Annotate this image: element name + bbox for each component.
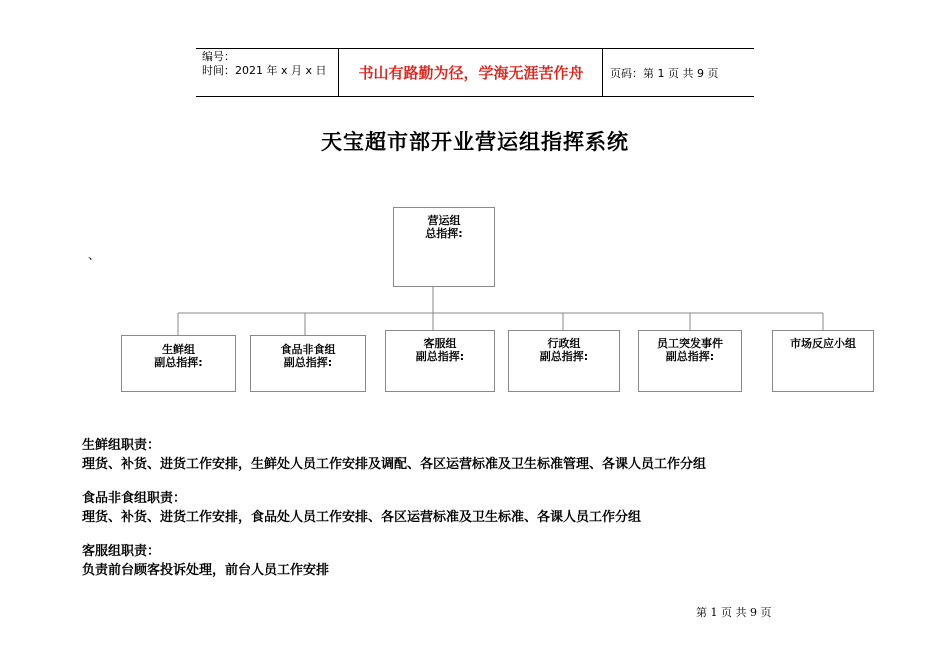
section-fresh	[82, 436, 706, 474]
org-box-child-2-line1: 食品非食组	[280, 343, 336, 356]
section-heading: 客服组职责：	[82, 544, 161, 559]
page-title: 天宝超市部开业营运组指挥系统	[321, 130, 629, 154]
section-heading: 食品非食组职责：	[82, 491, 187, 506]
org-box-child-2-line2: 副总指挥:	[283, 356, 333, 369]
section-heading: 生鲜组职责：	[82, 438, 161, 453]
org-box-child-5	[638, 330, 742, 392]
org-box-child-4-line2: 副总指挥:	[539, 350, 589, 363]
section-food	[82, 489, 641, 527]
org-box-child-1-line1: 生鲜组	[162, 343, 195, 356]
org-box-child-4	[508, 330, 620, 392]
org-box-child-1-line2: 副总指挥:	[154, 356, 203, 369]
org-box-root-line1: 营运组	[427, 214, 461, 227]
org-box-child-4-line1: 行政组	[547, 337, 581, 350]
header-page-info: 页码：第 1 页 共 9 页	[610, 67, 719, 80]
tick-mark: 、	[88, 248, 101, 262]
org-box-root	[393, 207, 495, 287]
org-box-child-6-line1: 市场反应小组	[790, 337, 856, 350]
org-box-root-line2: 总指挥:	[425, 227, 463, 240]
org-box-child-5-line1: 员工突发事件	[657, 337, 723, 350]
org-box-child-3	[385, 330, 495, 392]
section-body: 理货、补货、进货工作安排，生鲜处人员工作安排及调配、各区运营标准及卫生标准管理、各课人员工作分组	[82, 457, 707, 472]
org-box-child-3-line1: 客服组	[423, 337, 457, 350]
org-box-child-6	[772, 330, 874, 392]
org-box-child-5-line2: 副总指挥:	[665, 350, 715, 363]
section-body: 负责前台顾客投诉处理，前台人员工作安排	[82, 563, 330, 578]
number-label: 编号：	[202, 50, 235, 63]
section-service	[82, 542, 329, 580]
page-footer: 第 1 页 共 9 页	[696, 606, 772, 619]
section-body: 理货、补货、进货工作安排，食品处人员工作安排、各区运营标准及卫生标准、各课人员工作分组	[82, 510, 642, 525]
org-box-child-3-line2: 副总指挥:	[415, 350, 465, 363]
time-label: 时间：2021 年 x 月 x 日	[202, 64, 327, 77]
org-box-child-2	[250, 335, 366, 392]
header-motto: 书山有路勤为径，学海无涯苦作舟	[358, 64, 584, 82]
org-box-child-1	[121, 335, 236, 392]
